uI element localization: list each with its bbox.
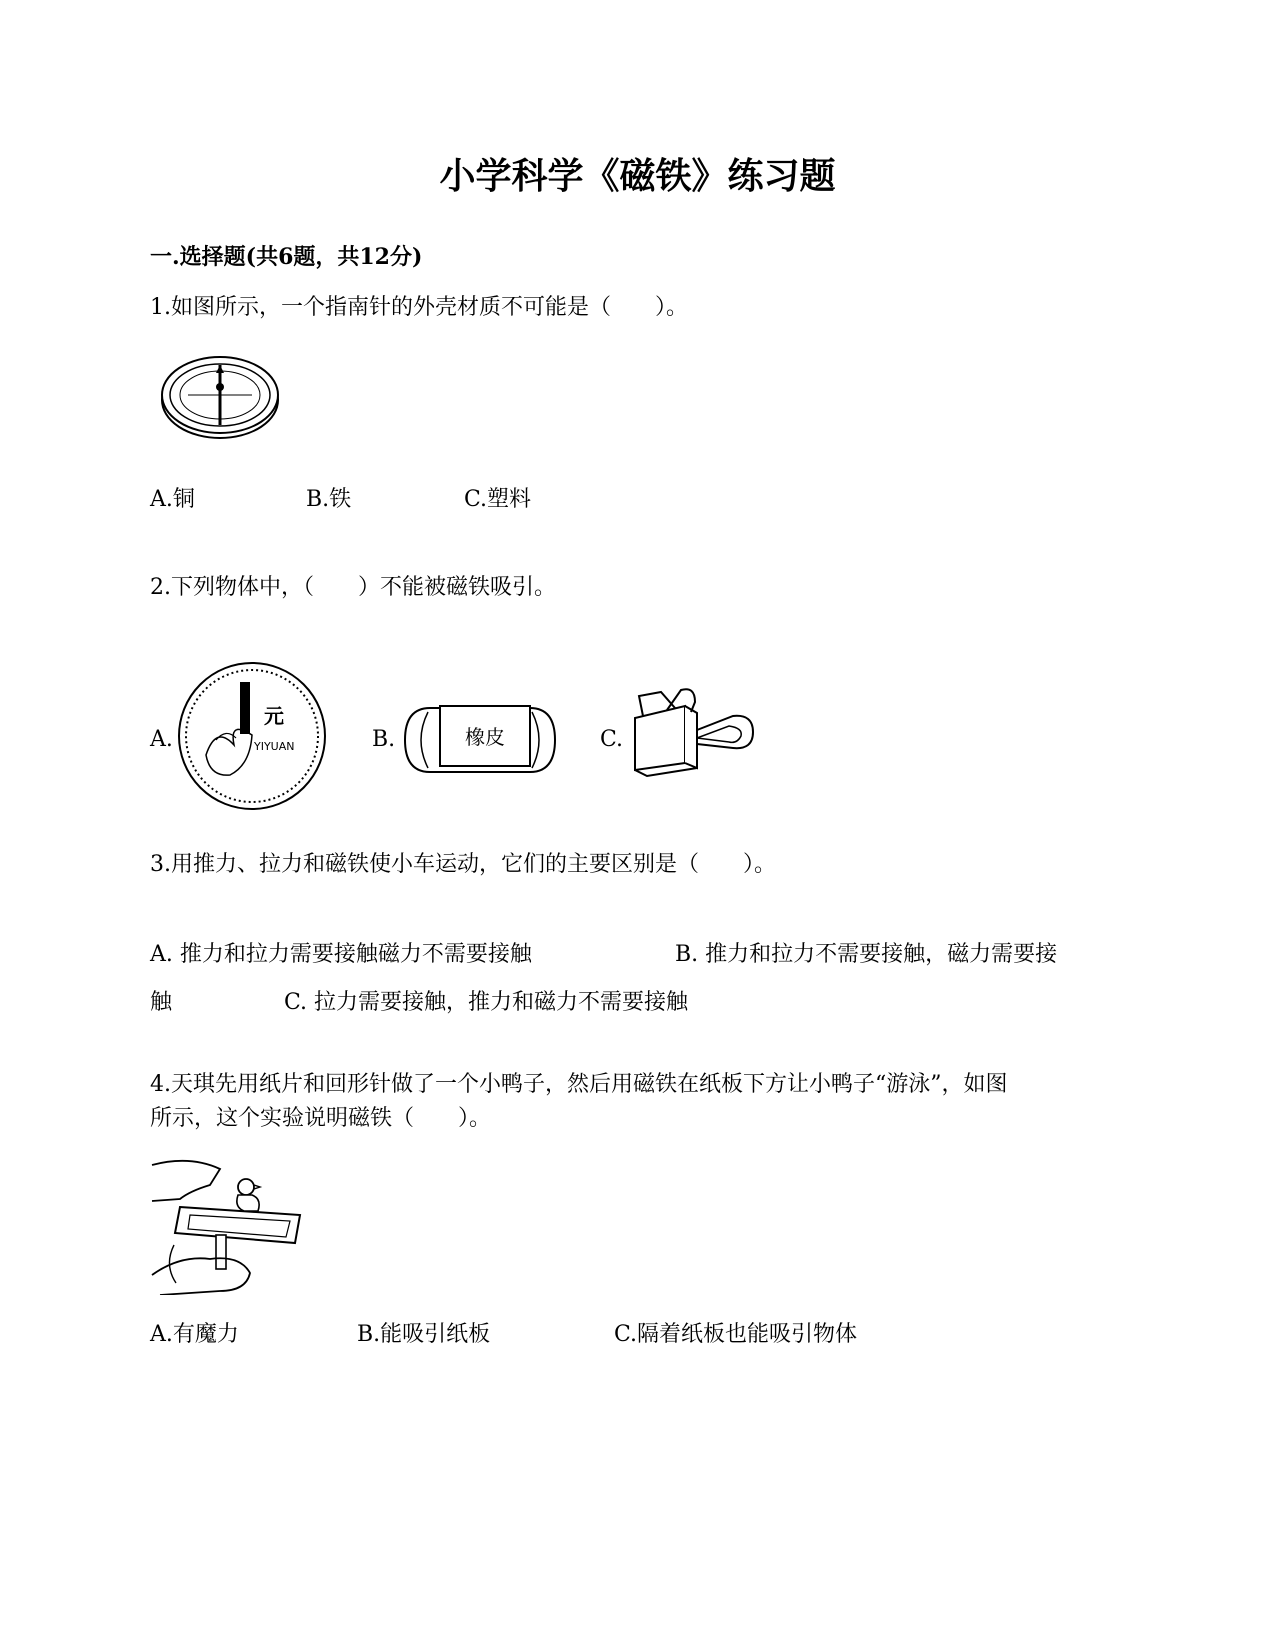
- section-heading: 一.选择题(共6题，共12分): [150, 244, 423, 270]
- question-1-stem: 1.如图所示，一个指南针的外壳材质不可能是（ ）。: [150, 295, 688, 320]
- compass-icon: [158, 345, 283, 445]
- q4-option-b[interactable]: B.能吸引纸板: [357, 1322, 491, 1347]
- q1-option-a[interactable]: A.铜: [150, 487, 195, 512]
- question-4-stem-line-1: 4.天琪先用纸片和回形针做了一个小鸭子，然后用磁铁在纸板下方让小鸭子“游泳”，如图: [150, 1072, 1008, 1097]
- question-2-stem: 2.下列物体中，（ ）不能被磁铁吸引。: [150, 575, 556, 600]
- q4-option-c[interactable]: C.隔着纸板也能吸引物体: [614, 1322, 858, 1347]
- eraser-label: 橡皮: [465, 725, 505, 749]
- coin-pinyin: YIYUAN: [254, 740, 295, 753]
- q2-option-a[interactable]: A.: [150, 727, 173, 752]
- coin-numeral: 1: [236, 730, 237, 731]
- q4-option-a[interactable]: A.有魔力: [150, 1322, 239, 1347]
- coin-unit: 元: [264, 704, 284, 728]
- q2-option-c[interactable]: C.: [600, 727, 624, 752]
- q2-option-b[interactable]: B.: [372, 727, 396, 752]
- coin-icon: [176, 660, 328, 812]
- q1-option-b[interactable]: B.铁: [306, 487, 352, 512]
- q3-option-b[interactable]: B. 推力和拉力不需要接触，磁力需要接: [675, 942, 1058, 967]
- q3-option-b-wrap: 触: [150, 990, 173, 1015]
- q3-option-c[interactable]: C. 拉力需要接触，推力和磁力不需要接触: [284, 990, 689, 1015]
- eraser-icon: [400, 700, 560, 780]
- q3-option-a[interactable]: A. 推力和拉力需要接触磁力不需要接触: [150, 942, 532, 967]
- hands-magnet-duck-icon: [150, 1155, 310, 1295]
- page-title: 小学科学《磁铁》练习题: [439, 155, 836, 197]
- binder-clip-icon: [625, 688, 760, 778]
- q1-option-c[interactable]: C.塑料: [464, 487, 532, 512]
- question-4-stem-line-2: 所示，这个实验说明磁铁（ ）。: [150, 1106, 492, 1131]
- question-3-stem: 3.用推力、拉力和磁铁使小车运动，它们的主要区别是（ ）。: [150, 852, 776, 877]
